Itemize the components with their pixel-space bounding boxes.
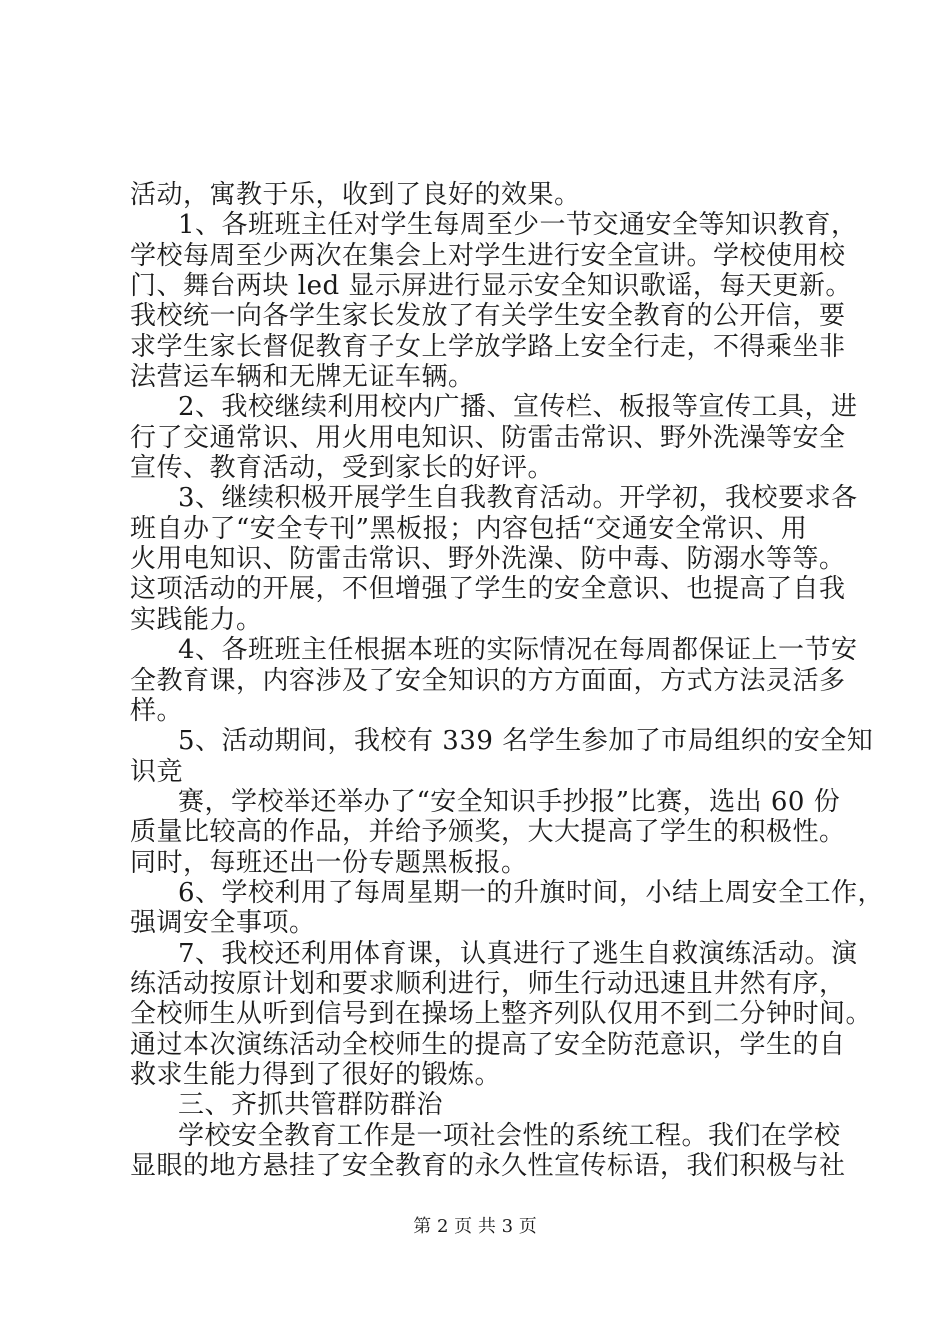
text-line: 活动，寓教于乐，收到了良好的效果。 xyxy=(130,180,581,210)
page-number-footer: 第 2 页 共 3 页 xyxy=(413,1216,537,1237)
text-line: 学校安全教育工作是一项社会性的系统工程。我们在学校 xyxy=(178,1121,841,1151)
text-line: 同时，每班还出一份专题黑板报。 xyxy=(130,848,528,878)
text-line: 显眼的地方悬挂了安全教育的永久性宣传标语，我们积极与社 xyxy=(130,1151,846,1181)
text-line: 我校统一向各学生家长发放了有关学生安全教育的公开信，要 xyxy=(130,301,846,331)
text-line: 火用电知识、防雷击常识、野外洗澡、防中毒、防溺水等等。 xyxy=(130,544,846,574)
text-line: 全教育课，内容涉及了安全知识的方方面面，方式方法灵活多 xyxy=(130,666,846,696)
text-line: 5、活动期间，我校有 339 名学生参加了市局组织的安全知 xyxy=(178,726,874,756)
text-line: 6、学校利用了每周星期一的升旗时间，小结上周安全工作， xyxy=(178,878,885,908)
section-heading: 三、齐抓共管群防群治 xyxy=(178,1090,444,1120)
text-line: 这项活动的开展，不但增强了学生的安全意识、也提高了自我 xyxy=(130,574,846,604)
text-line: 全校师生从听到信号到在操场上整齐列队仅用不到二分钟时间。 xyxy=(130,999,873,1029)
text-line: 3、继续积极开展学生自我教育活动。开学初，我校要求各 xyxy=(178,483,858,513)
text-line: 7、我校还利用体育课，认真进行了逃生自救演练活动。演 xyxy=(178,939,858,969)
text-line: 赛，学校举还举办了“安全知识手抄报”比赛，选出 60 份 xyxy=(178,787,841,817)
text-line: 强调安全事项。 xyxy=(130,908,316,938)
text-line: 4、各班班主任根据本班的实际情况在每周都保证上一节安 xyxy=(178,635,858,665)
text-line: 质量比较高的作品，并给予颁奖，大大提高了学生的积极性。 xyxy=(130,817,846,847)
text-line: 1、各班班主任对学生每周至少一节交通安全等知识教育， xyxy=(178,210,858,240)
text-line: 行了交通常识、用火用电知识、防雷击常识、野外洗澡等安全 xyxy=(130,423,846,453)
text-line: 实践能力。 xyxy=(130,605,263,635)
text-line: 求学生家长督促教育子女上学放学路上安全行走，不得乘坐非 xyxy=(130,332,846,362)
text-line: 识竞 xyxy=(130,757,184,787)
text-line: 通过本次演练活动全校师生的提高了安全防范意识，学生的自 xyxy=(130,1030,846,1060)
text-line: 2、我校继续利用校内广播、宣传栏、板报等宣传工具，进 xyxy=(178,392,858,422)
text-line: 救求生能力得到了很好的锻炼。 xyxy=(130,1060,502,1090)
text-line: 样。 xyxy=(130,696,184,726)
text-line: 练活动按原计划和要求顺利进行，师生行动迅速且井然有序， xyxy=(130,969,846,999)
text-line: 学校每周至少两次在集会上对学生进行安全宣讲。学校使用校 xyxy=(130,241,846,271)
text-line: 班自办了“安全专刊”黑板报；内容包括“交通安全常识、用 xyxy=(130,514,808,544)
text-line: 法营运车辆和无牌无证车辆。 xyxy=(130,362,475,392)
text-line: 宣传、教育活动，受到家长的好评。 xyxy=(130,453,555,483)
text-line: 门、舞台两块 led 显示屏进行显示安全知识歌谣，每天更新。 xyxy=(130,271,852,301)
